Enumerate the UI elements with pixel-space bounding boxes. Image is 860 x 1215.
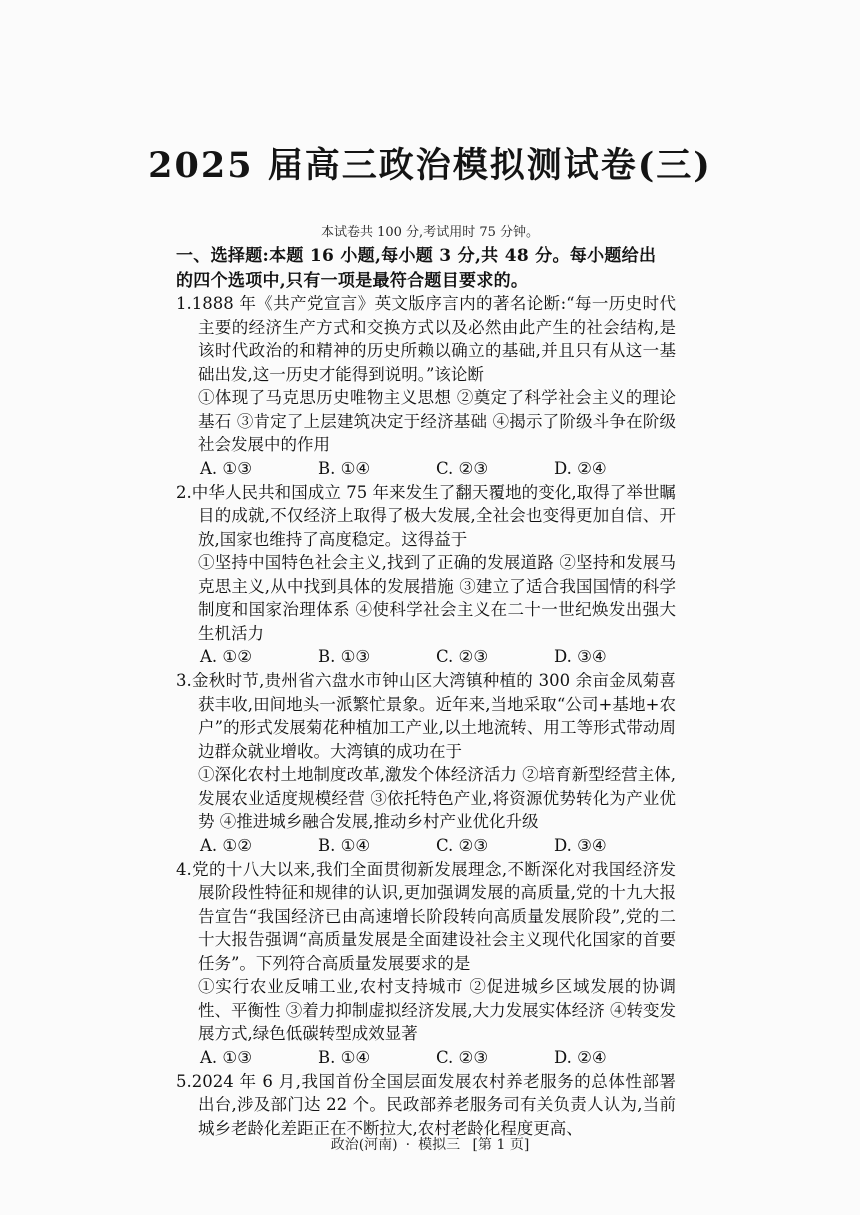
answer-choices	[176, 645, 676, 669]
footer-separator: ·	[405, 1137, 411, 1153]
question-stem: 2.中华人民共和国成立 75 年来发生了翻天覆地的变化,取得了举世瞩目的成就,不仅经济上取得了极大发展,全社会也变得更加自信、开放,国家也维持了高度稳定。这得益于	[176, 482, 676, 549]
question-statements: ①深化农村土地制度改革,激发个体经济活力 ②培育新型经营主体,发展农业适度规模经营 ③依托特色产业,将资源优势转化为产业优势 ④推进城乡融合发展,推动乡村产业优化升级	[198, 765, 676, 831]
choice-a: A. ①②	[200, 647, 252, 666]
choice-c: C. ②③	[436, 1047, 489, 1067]
question-stem: 1.1888 年《共产党宣言》英文版序言内的著名论断:“每一历史时代主要的经济生产方式和交换方式以及必然由此产生的社会结构,是该时代政治的和精神的历史所赖以确立的基础,并且只有从这一基础出发,这一历史才能得到说明。”该论断	[176, 294, 676, 384]
question-stem: 3.金秋时节,贵州省六盘水市钟山区大湾镇种植的 300 余亩金凤菊喜获丰收,田间地头一派繁忙景象。近年来,当地采取“公司+基地+农户”的形式发展菊花种植加工产业,以土地流转、用工等形式带动周边群众就业增收。大湾镇的成功在于	[176, 671, 676, 761]
choice-a: A. ①③	[200, 1047, 252, 1067]
answer-choices	[176, 1046, 676, 1070]
question-1	[176, 292, 676, 481]
choice-d: D. ③④	[554, 835, 607, 855]
question-statements: ①体现了马克思历史唯物主义思想 ②奠定了科学社会主义的理论基石 ③肯定了上层建筑决定于经济基础 ④揭示了阶级斗争在阶级社会发展中的作用	[198, 388, 676, 454]
page-footer	[0, 1134, 860, 1154]
question-list	[176, 292, 676, 1140]
choice-b: B. ①④	[318, 835, 371, 855]
choice-b: B. ①③	[318, 647, 371, 666]
choice-d: D. ③④	[554, 647, 607, 666]
question-2	[176, 481, 676, 670]
page-number: [第 1 页]	[472, 1137, 530, 1153]
choice-a: A. ①②	[200, 835, 252, 855]
question-3	[176, 669, 676, 858]
question-4	[176, 858, 676, 1070]
choice-d: D. ②④	[554, 458, 607, 478]
question-stem: 4.党的十八大以来,我们全面贯彻新发展理念,不断深化对我国经济发展阶段性特征和规律的认识,更加强调发展的高质量,党的十九大报告宣告“我国经济已由高速增长阶段转向高质量发展阶段”,党的二十大报告强调“高质量发展是全面建设社会主义现代化国家的首要任务”。下列符合高质量发展要求的是	[176, 859, 676, 973]
exam-notice: 本试卷共 100 分,考试用时 75 分钟。	[320, 225, 540, 240]
question-5	[176, 1070, 676, 1141]
footer-subject: 政治(河南)	[330, 1137, 398, 1153]
question-statements: ①实行农业反哺工业,农村支持城市 ②促进城乡区域发展的协调性、平衡性 ③着力抑制虚拟经济发展,大力发展实体经济 ④转变发展方式,绿色低碳转型成效显著	[198, 977, 676, 1043]
section-heading: 一、选择题:本题 16 小题,每小题 3 分,共 48 分。每小题给出的四个选项中,只有一项是最符合题目要求的。	[176, 246, 657, 291]
choice-c: C. ②③	[436, 647, 489, 666]
choice-a: A. ①③	[200, 458, 252, 478]
choice-b: B. ①④	[318, 1047, 371, 1067]
exam-title: 2025 届高三政治模拟测试卷(三)	[148, 145, 712, 186]
question-statements: ①坚持中国特色社会主义,找到了正确的发展道路 ②坚持和发展马克思主义,从中找到具体的发展措施 ③建立了适合我国国情的科学制度和国家治理体系 ④使科学社会主义在二十一世纪焕发出强大生机活力	[198, 553, 676, 643]
choice-c: C. ②③	[436, 458, 489, 478]
answer-choices	[176, 834, 676, 858]
choice-b: B. ①④	[318, 458, 371, 478]
footer-paper: 模拟三	[418, 1137, 461, 1153]
choice-c: C. ②③	[436, 835, 489, 855]
choice-d: D. ②④	[554, 1047, 607, 1067]
question-stem: 5.2024 年 6 月,我国首份全国层面发展农村养老服务的总体性部署出台,涉及部门达 22 个。民政部养老服务司有关负责人认为,当前城乡老龄化差距正在不断拉大,农村老龄化程度更高、	[176, 1071, 676, 1138]
answer-choices	[176, 457, 676, 481]
